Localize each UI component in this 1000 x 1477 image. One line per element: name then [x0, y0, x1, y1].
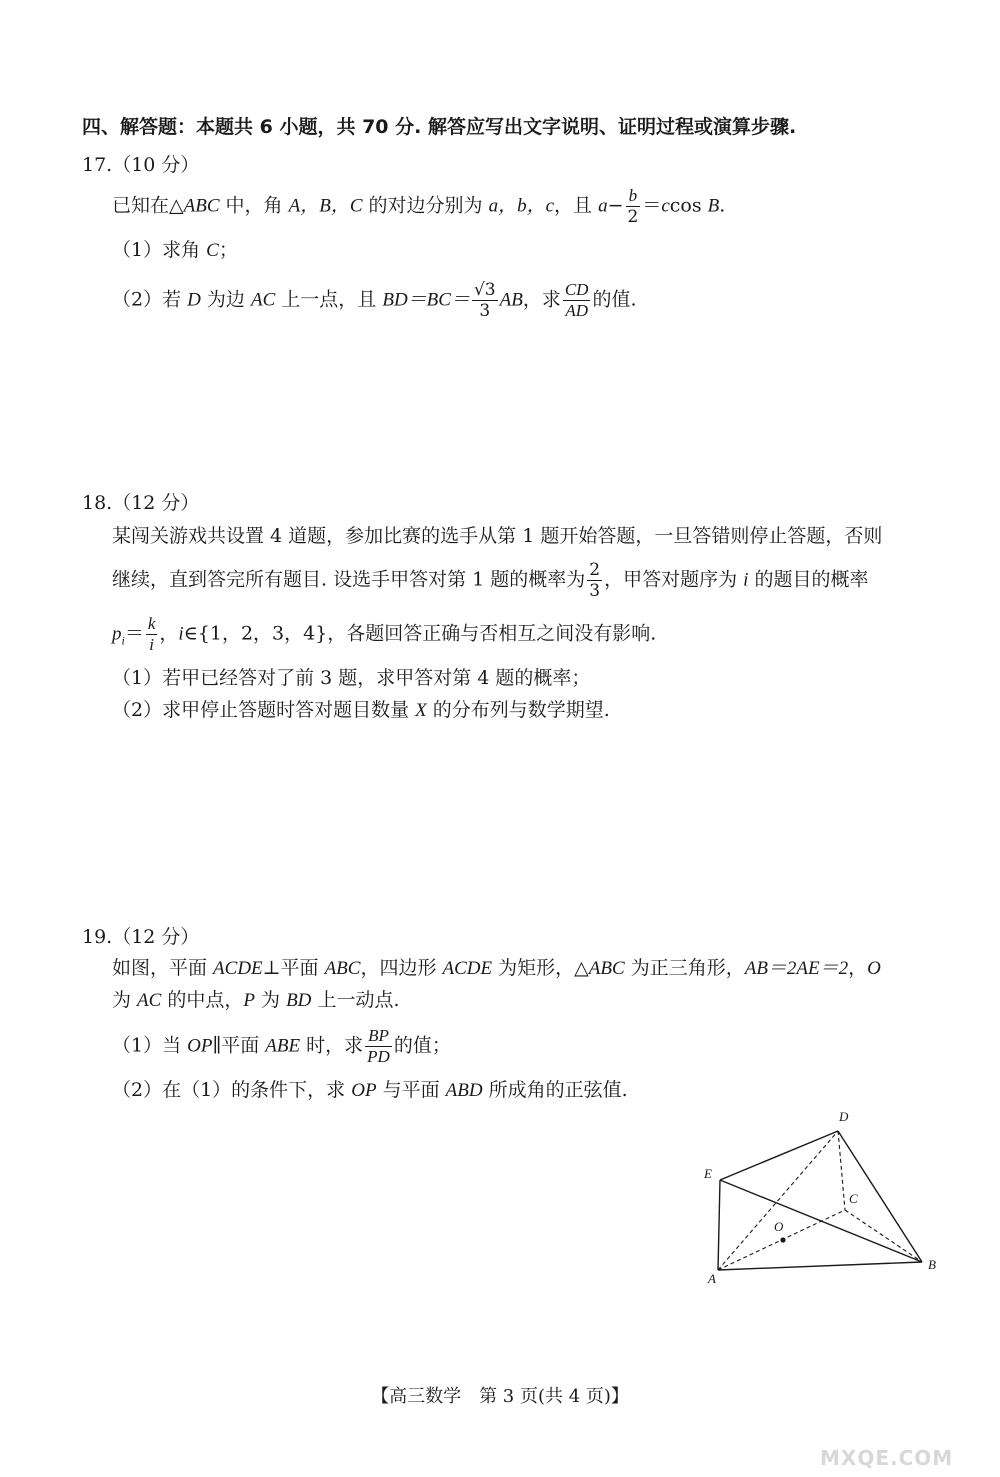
point-O [780, 1237, 785, 1242]
fraction-bp-over-pd: $\frac{BP}{PD}$ [367, 1026, 390, 1066]
question-17-stem: 已知在△ABC 中，角 A，B，C 的对边分别为 a，b，c，且 a− $\frac{b}{2}$ ＝ccos B. [112, 186, 726, 227]
edge-DC-hidden [838, 1131, 845, 1210]
question-18-number: 18.（12 分） [82, 492, 200, 514]
edge-AD-hidden [718, 1131, 838, 1270]
question-19-line-1: 如图，平面 ACDE⊥平面 ABC，四边形 ACDE 为矩形，△ABC 为正三角形，AB＝2AE＝2，O [112, 957, 881, 979]
question-18-line-1: 某闯关游戏共设置 4 道题，参加比赛的选手从第 1 题开始答题，一旦答错则停止答题，否则 [112, 525, 883, 547]
question-19-part-2: （2）在（1）的条件下，求 OP 与平面 ABD 所成角的正弦值. [112, 1079, 628, 1101]
question-19-line-2: 为 AC 的中点，P 为 BD 上一动点. [112, 989, 400, 1011]
label-O: O [774, 1219, 784, 1234]
fraction-2-over-3: $\frac{2}{3}$ [589, 560, 601, 601]
label-B: B [928, 1257, 936, 1272]
geometry-figure [700, 1105, 950, 1290]
question-19-number: 19.（12 分） [82, 926, 200, 948]
fraction-cd-over-ad: $\frac{CD}{AD}$ [564, 280, 589, 320]
edge-AB [718, 1262, 922, 1270]
label-A: A [708, 1271, 716, 1286]
edge-ED [720, 1131, 838, 1180]
question-19-part-1: （1）当 OP∥平面 ABE 时，求 $\frac{BP}{PD}$ 的值； [112, 1026, 451, 1066]
question-18-line-2: 继续，直到答完所有题目. 设选手甲答对第 1 题的概率为 $\frac{2}{3}$ ，甲答对题序为 i 的题目的概率 [112, 560, 869, 601]
section-heading: 四、解答题：本题共 6 小题，共 70 分. 解答应写出文字说明、证明过程或演算步骤. [82, 116, 797, 138]
label-D: D [839, 1109, 849, 1124]
question-18-part-1: （1）若甲已经答对了前 3 题，求甲答对第 4 题的概率； [112, 667, 591, 689]
question-18-part-2: （2）求甲停止答题时答对题目数量 X 的分布列与数学期望. [112, 699, 610, 721]
question-17-part-2: （2）若 D 为边 AC 上一点，且 BD＝BC＝ $\frac{√3}{3}$ AB，求 $\frac{CD}{AD}$ 的值. [112, 280, 637, 321]
fraction-k-over-i: $\frac{k}{i}$ [147, 614, 156, 654]
label-E: E [704, 1166, 712, 1181]
watermark-logo [820, 1410, 990, 1470]
edge-EA [718, 1180, 720, 1270]
fraction-sqrt3-over-3: $\frac{√3}{3}$ [473, 280, 496, 321]
fraction-b-over-2: $\frac{b}{2}$ [627, 186, 639, 227]
question-18-line-3: $p_i=$ $\frac{k}{i}$ ，i∈{1，2，3，4}，各题回答正确与否相互之间没有影响. [112, 614, 657, 654]
question-17-part-1: （1）求角 C； [112, 239, 238, 261]
label-C: C [849, 1191, 858, 1206]
question-17-number: 17.（10 分） [82, 154, 200, 176]
watermark-text: MXQE.COM [820, 1446, 954, 1470]
page-footer: 【高三数学 第 3 页(共 4 页)】 [371, 1386, 629, 1407]
